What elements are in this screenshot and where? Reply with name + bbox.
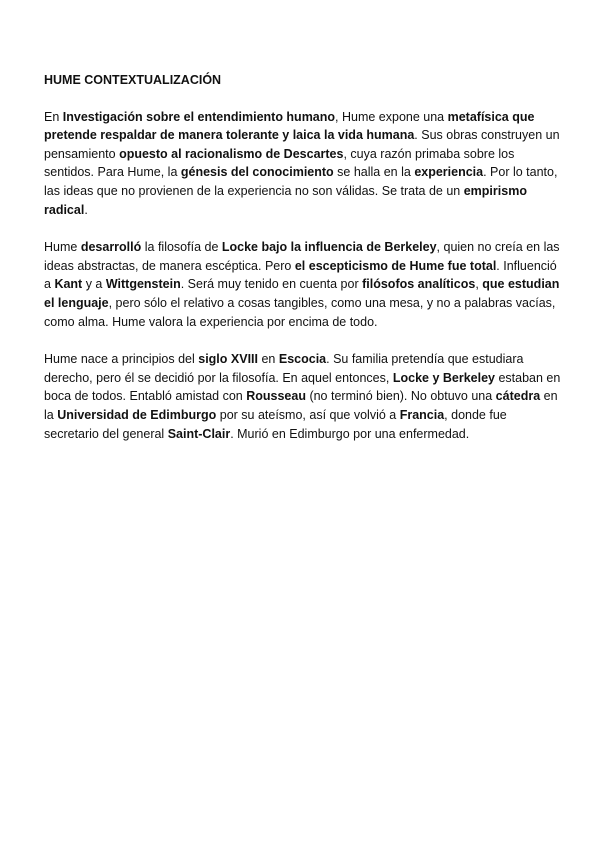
bold-segment: génesis del conocimiento [180, 165, 334, 180]
bold-segment: Saint-Clair [167, 426, 231, 441]
text-segment: , Hume expone una [335, 109, 448, 124]
bold-segment: experiencia [414, 165, 484, 180]
bold-segment: empirismo radical [44, 183, 527, 217]
text-segment: . Murió en Edimburgo por una enfermedad. [230, 426, 470, 441]
bold-segment: siglo XVIII [198, 352, 258, 367]
text-segment: . Será muy tenido en cuenta por [180, 277, 363, 292]
text-segment: la filosofía de [141, 240, 222, 255]
text-segment: . Influenció a [44, 258, 557, 292]
bold-segment: Locke y Berkeley [392, 370, 495, 385]
text-segment: , [475, 277, 483, 292]
bold-segment: cátedra [495, 389, 541, 404]
document-body [44, 71, 564, 462]
bold-segment: Francia [399, 407, 445, 422]
bold-segment: desarrolló [80, 240, 142, 255]
paragraph-influencias [44, 238, 564, 331]
text-segment: , quien no creía en las ideas abstractas, de manera escéptica. Pero [44, 240, 560, 273]
bold-segment: filósofos analíticos [362, 277, 476, 292]
text-segment: En [44, 109, 63, 124]
text-segment: , cuya razón primaba sobre los sentidos. Para Hume, la [44, 146, 515, 180]
text-segment: Hume [44, 240, 81, 255]
text-segment: estaban en boca de todos. Entabló amistad con [44, 370, 561, 404]
bold-segment: Investigación sobre el entendimiento humano [62, 109, 336, 124]
bold-segment: el escepticismo de Hume fue total [294, 258, 497, 273]
text-segment: . [84, 202, 88, 217]
bold-segment: Locke bajo la influencia de Berkeley [221, 240, 437, 255]
text-segment: se halla en la [333, 165, 415, 180]
text-segment: en [258, 352, 279, 367]
text-segment: y a [82, 277, 106, 292]
bold-segment: Escocia [278, 352, 327, 367]
text-segment: . Por lo tanto, las ideas que no provienen de la experiencia no son válidas. Se trata de un [44, 165, 558, 198]
paragraph-biografia [44, 350, 564, 443]
bold-segment: metafísica que pretende respaldar de manera tolerante y laica la vida humana [44, 109, 535, 143]
bold-segment: Wittgenstein [105, 277, 181, 292]
document-title: HUME CONTEXTUALIZACIÓN [44, 73, 222, 87]
text-segment: en la [44, 389, 558, 422]
bold-segment: que estudian el lenguaje [44, 277, 560, 310]
paragraph-contextualizacion [44, 108, 564, 220]
text-segment: por su ateísmo, así que volvió a [216, 407, 400, 422]
bold-segment: Kant [54, 277, 83, 292]
bold-segment: opuesto al racionalismo de Descartes [119, 146, 344, 161]
bold-segment: Rousseau [246, 389, 306, 404]
text-segment: Hume nace a principios del [44, 352, 199, 367]
text-segment: . Su familia pretendía que estudiara derecho, pero él se decidió por la filosofía. En aquel entonces, [44, 352, 524, 385]
text-segment: . Sus obras construyen un pensamiento [44, 128, 560, 161]
text-segment: (no terminó bien). No obtuvo una [305, 389, 496, 404]
text-segment: , pero sólo el relativo a cosas tangibles, como una mesa, y no a palabras vacías, como alma. Hume valora la experiencia por encima de todo. [44, 295, 556, 329]
text-segment: , donde fue secretario del general [44, 407, 507, 441]
bold-segment: Universidad de Edimburgo [57, 407, 217, 422]
